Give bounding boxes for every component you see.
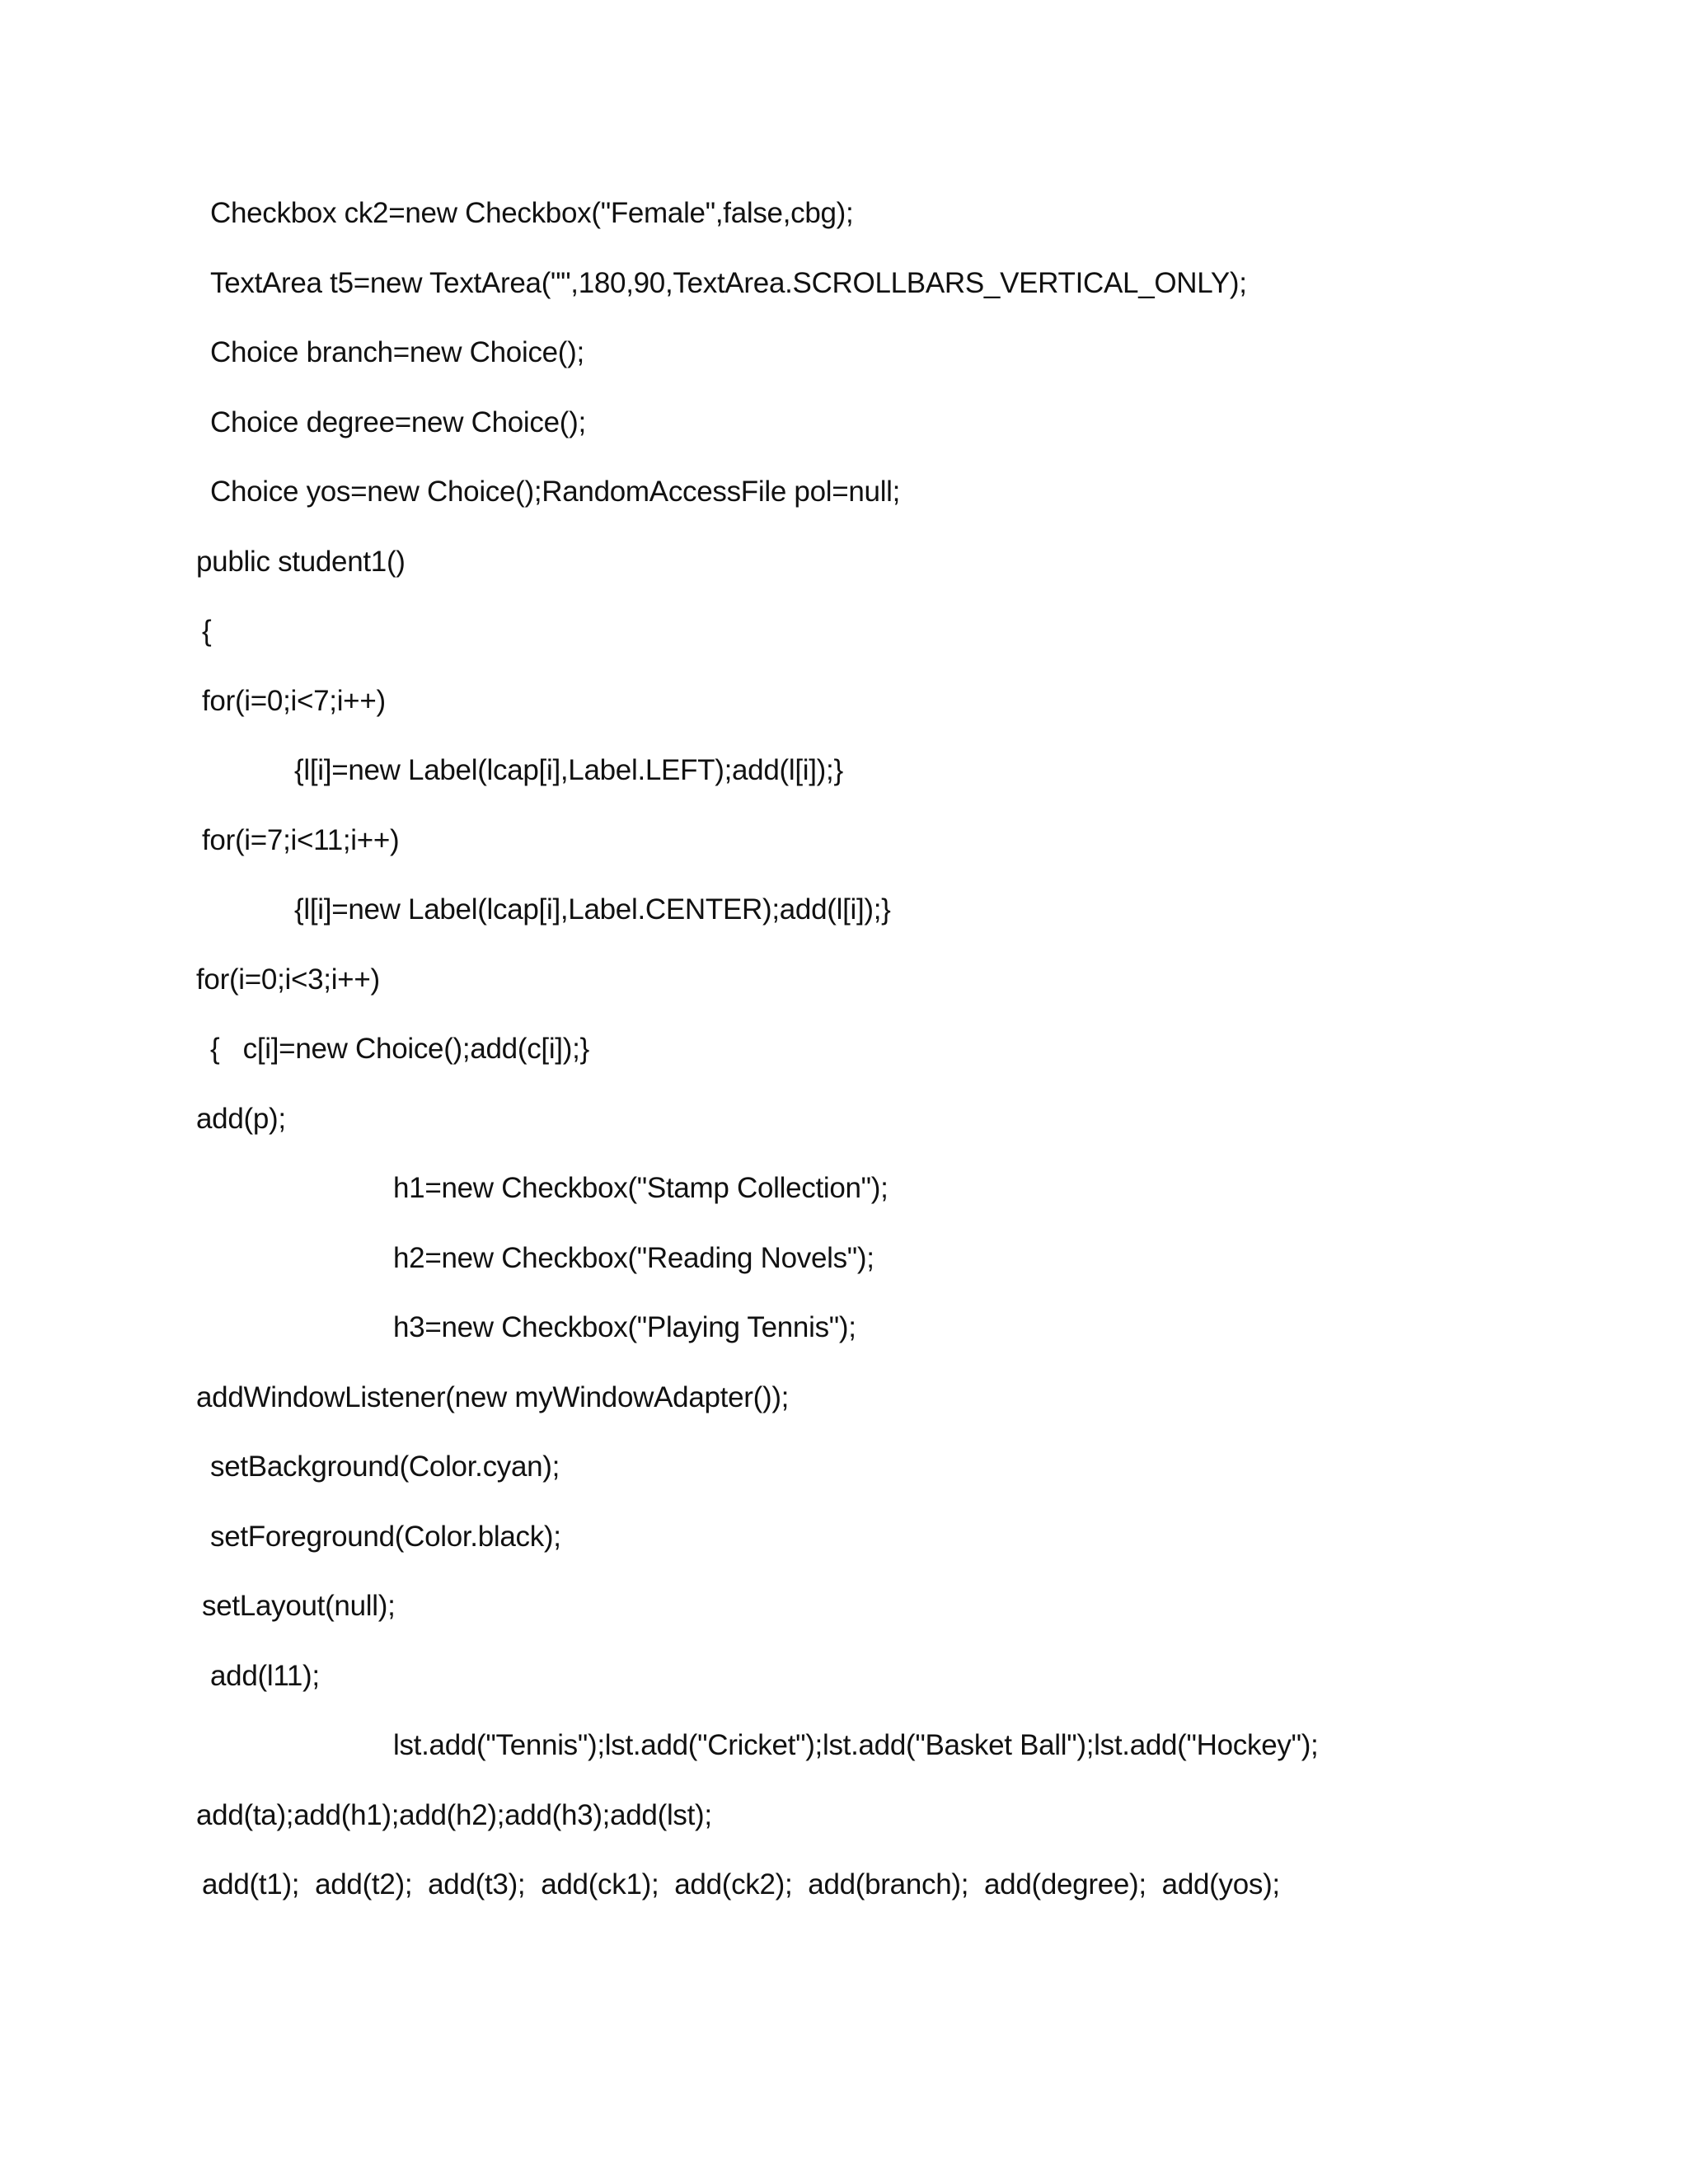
code-line: add(l11); <box>210 1660 320 1692</box>
code-line: setForeground(Color.black); <box>210 1521 561 1553</box>
code-line: setLayout(null); <box>202 1590 396 1622</box>
code-line: public student1() <box>196 546 406 578</box>
code-line: TextArea t5=new TextArea("",180,90,TextArea.SCROLLBARS_VERTICAL_ONLY); <box>210 267 1247 299</box>
code-line: { <box>202 615 212 647</box>
code-line: h3=new Checkbox("Playing Tennis"); <box>393 1311 856 1343</box>
code-line: Choice yos=new Choice();RandomAccessFile pol=null; <box>210 476 901 508</box>
code-line: for(i=0;i<7;i++) <box>202 685 386 717</box>
code-line: Choice branch=new Choice(); <box>210 336 584 368</box>
code-line: {l[i]=new Label(lcap[i],Label.LEFT);add(l[i]);} <box>294 754 843 786</box>
code-line: addWindowListener(new myWindowAdapter()); <box>196 1381 790 1413</box>
code-line: Checkbox ck2=new Checkbox("Female",false,cbg); <box>210 197 854 229</box>
code-line: for(i=0;i<3;i++) <box>196 963 380 996</box>
code-line: add(p); <box>196 1103 286 1135</box>
code-line: Choice degree=new Choice(); <box>210 406 586 438</box>
code-line: {l[i]=new Label(lcap[i],Label.CENTER);add(l[i]);} <box>294 893 891 926</box>
code-line: { c[i]=new Choice();add(c[i]);} <box>210 1033 589 1065</box>
code-line: h2=new Checkbox("Reading Novels"); <box>393 1242 874 1274</box>
code-line: lst.add("Tennis");lst.add("Cricket");lst.add("Basket Ball");lst.add("Hockey"); <box>393 1729 1319 1761</box>
code-line: add(ta);add(h1);add(h2);add(h3);add(lst); <box>196 1799 712 1831</box>
code-line: for(i=7;i<11;i++) <box>202 824 400 856</box>
code-line: setBackground(Color.cyan); <box>210 1451 560 1483</box>
code-line: add(t1); add(t2); add(t3); add(ck1); add(ck2); add(branch); add(degree); add(yos); <box>202 1868 1280 1900</box>
code-line: h1=new Checkbox("Stamp Collection"); <box>393 1172 889 1204</box>
